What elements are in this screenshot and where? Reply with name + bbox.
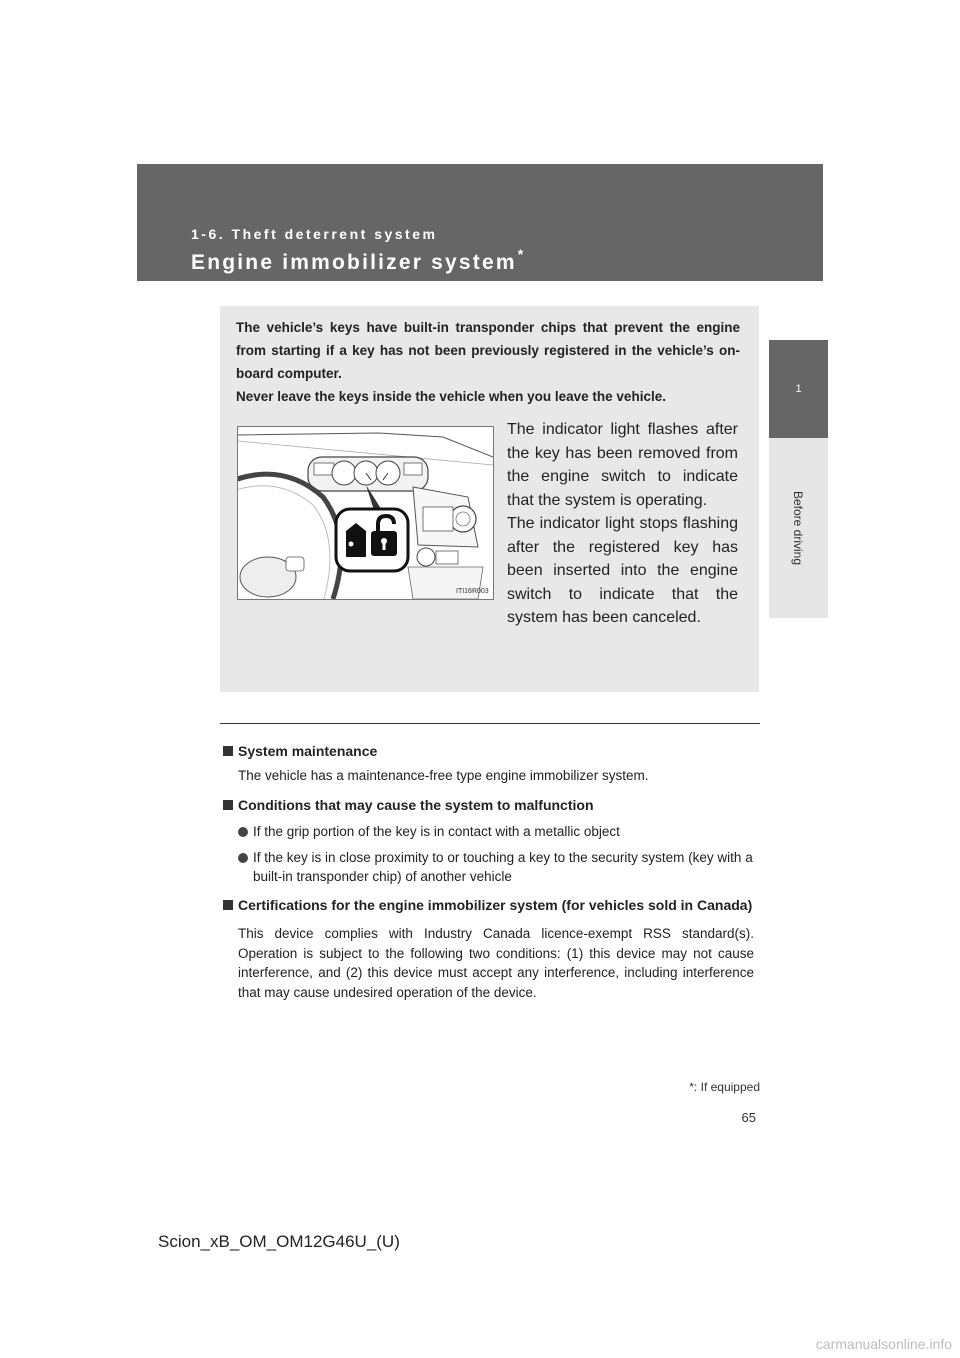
round-bullet-icon xyxy=(238,853,248,863)
intro-line-1: The vehicle’s keys have built-in transponder chips that prevent the engine from starting if a key has not been previously registered in the vehicle’s on-board computer. xyxy=(236,320,740,381)
section-divider xyxy=(220,723,760,724)
dashboard-illustration xyxy=(237,426,494,600)
page-title xyxy=(191,248,525,275)
notes-section xyxy=(223,742,754,1002)
chapter-label: Before driving xyxy=(791,490,805,566)
intro-text xyxy=(236,316,740,408)
section-label: 1-6. Theft deterrent system xyxy=(191,226,438,242)
dashboard-drawing xyxy=(238,427,493,599)
heading-conditions xyxy=(223,796,754,815)
certifications-body: This device complies with Industry Canada licence-exempt RSS standard(s). Operation is subject to the following two conditions: (1) this device may not cause interference, and (2) this device must accept any interference, including interference that may cause undesired operation of the device. xyxy=(238,926,754,1000)
chapter-number: 1 xyxy=(795,383,802,395)
heading-certifications-text: Certifications for the engine immobilizer system (for vehicles sold in Canada) xyxy=(238,897,753,913)
watermark: carmanualsonline.info xyxy=(815,1336,952,1352)
condition-item xyxy=(223,823,754,842)
heading-certifications xyxy=(223,896,754,915)
equipped-footnote: *: If equipped xyxy=(689,1080,760,1094)
condition-item xyxy=(223,849,754,886)
heading-maintenance xyxy=(223,742,754,761)
condition-text: If the grip portion of the key is in contact with a metallic object xyxy=(253,823,620,839)
page-number: 65 xyxy=(741,1110,756,1125)
round-bullet-icon xyxy=(238,827,248,837)
figure-caption xyxy=(507,418,738,630)
page-header xyxy=(137,164,823,281)
heading-conditions-text: Conditions that may cause the system to malfunction xyxy=(238,796,594,813)
intro-line-2: Never leave the keys inside the vehicle when you leave the vehicle. xyxy=(236,389,666,404)
maintenance-body: The vehicle has a maintenance-free type engine immobilizer system. xyxy=(238,768,649,783)
manual-code: Scion_xB_OM_OM12G46U_(U) xyxy=(158,1232,400,1251)
chapter-tab-label-area xyxy=(769,438,828,618)
equipped-mark: * xyxy=(517,246,526,262)
square-bullet-icon xyxy=(223,800,233,810)
caption-flashing: The indicator light flashes after the key has been removed from the engine switch to indicate that the system is operating. xyxy=(507,421,738,509)
chapter-tab[interactable] xyxy=(769,340,828,438)
heading-maintenance-text: System maintenance xyxy=(238,743,378,759)
caption-stops-flashing: The indicator light stops flashing after the registered key has been inserted into the engine switch to indicate that the system has been canceled. xyxy=(507,515,738,626)
square-bullet-icon xyxy=(223,746,233,756)
figure-code: ITI16R003 xyxy=(456,588,489,595)
intro-box xyxy=(220,306,759,692)
condition-text: If the key is in close proximity to or touching a key to the security system (key with a built-in transponder chip) of another vehicle xyxy=(253,850,753,884)
page-title-text: Engine immobilizer system xyxy=(191,251,517,274)
square-bullet-icon xyxy=(223,900,233,910)
